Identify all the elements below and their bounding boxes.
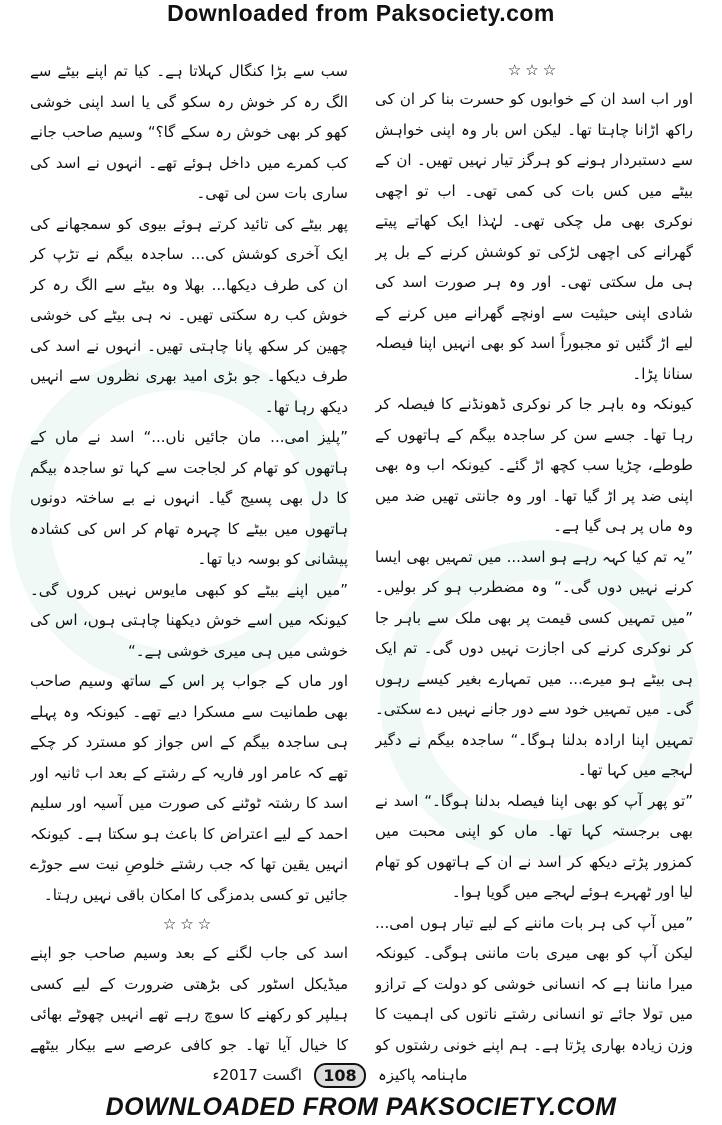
page-folio [60,1060,620,1090]
paragraph: ”تو پھر آپ کو بھی اپنا فیصلہ بدلنا ہوگا۔“ اسد نے بھی برجستہ کہا تھا۔ ماں کو اپنی محبت میں کمزور پڑتے دیکھ کر اسد نے ان کے ہاتھوں کو تھام لیا اور ٹھہرے ہوئے لہجے میں گویا ہوا۔ [375,791,693,901]
paragraph: ”میں اپنے بیٹے کو کبھی مایوس نہیں کروں گی۔ کیونکہ میں اسے خوش دیکھنا چاہتی ہوں، اس کی خوشی میں ہی میری خوشی ہے۔“ [30,580,348,660]
paragraph: پھر بیٹے کی تائید کرتے ہوئے بیوی کو سمجھانے کی ایک آخری کوشش کی... ساجدہ بیگم نے تڑپ کر ان کی طرف دیکھا... بھلا وہ بیٹے سے الگ رہ کر خوش کب رہ سکتی تھیں۔ نہ ہی بیٹے کی خوشی چھین کر سکھ پانا چاہتی تھیں۔ انہوں نے اسد کی طرف دیکھا۔ جو بڑی امید بھری نظروں سے انہیں دیکھ رہا تھا۔ [30,214,348,416]
paragraph: سب سے بڑا کنگال کہلاتا ہے۔ کیا تم اپنے بیٹے سے الگ رہ کر خوش رہ سکو گی یا اسد اپنی خوشی کھو کر بھی خوش رہ سکے گا؟“ وسیم صاحب جانے کب کمرے میں داخل ہوئے تھے۔ انہوں نے اسد کی ساری بات سن لی تھی۔ [30,62,348,202]
paragraph: ”یہ تم کیا کہہ رہے ہو اسد... میں تمہیں بھی ایسا کرنے نہیں دوں گی۔“ وہ مضطرب ہو کر بولیں۔ ”میں تمہیں کسی قیمت پر بھی ملک سے باہر جا کر نوکری کرنے کی اجازت نہیں دوں گی۔ تم ایک ہی بیٹے ہو میرے... میں تمہارے بغیر کیسے رہوں گی۔ میں تمہیں خود سے دور جانے نہیں دے سکتی۔ تمہیں اپنا ارادہ بدلنا ہوگا۔“ ساجدہ بیگم نے دگیر لہجے میں کہا تھا۔ [375,547,693,779]
paragraph: اور اب اسد ان کے خوابوں کو حسرت بنا کر ان کی راکھ اڑانا چاہتا تھا۔ لیکن اس بار وہ اپنی خواہش سے دستبردار ہونے کو ہرگز تیار نہیں تھیں۔ ان کے بیٹے میں کس بات کی کمی تھی۔ اب تو اچھی نوکری بھی مل چکی تھی۔ لہٰذا ایک کھاتے پیتے گھرانے کی اچھی لڑکی تو کوشش کرنے کے بل پر ہی مل سکتی تھی۔ اور وہ ہر صورت اسد کی شادی اپنی حیثیت سے اونچے گھرانے میں کرنے کے لیے اڑ گئیں تو مجبوراً اسد کو بھی انہیں اپنا فیصلہ سنانا پڑا۔ [375,90,693,383]
magazine-name: ماہنامہ پاکیزہ [377,1066,468,1084]
issue-date: اگست 2017ء [212,1066,302,1084]
paragraph: ”پلیز امی... مان جائیں ناں...“ اسد نے ماں کے ہاتھوں کو تھام کر لجاجت سے کہا تو ساجدہ بیگم کا دل بھی پسیج گیا۔ انہوں نے بے ساختہ دونوں ہاتھوں میں بیٹے کا چہرہ تھام کر اس کی کشادہ پیشانی کو بوسہ دیا تھا۔ [30,428,348,568]
paragraph: اور ماں کے جواب پر اس کے ساتھ وسیم صاحب بھی طمانیت سے مسکرا دیے تھے۔ کیونکہ وہ پہلے ہی ساجدہ بیگم کے اس جواز کو مسترد کر چکے تھے کہ عامر اور فاریہ کے رشتے کے بعد اب ثانیہ اور اسد کا رشتہ ٹوٹنے کی صورت میں آسیہ اور سلیم احمد کے لیے اعتراض کا باعث ہو سکتا ہے۔ کیونکہ انہیں یقین تھا کہ جب رشتے خلوصِ نیت سے جوڑے جائیں تو کسی بدمزگی کا امکان باقی نہیں رہتا۔ [30,672,348,904]
download-header: Downloaded from Paksociety.com [167,0,555,26]
page-number: 108 [314,1063,366,1088]
right-column [375,56,693,1062]
paragraph: اسد کی جاب لگنے کے بعد وسیم صاحب جو اپنے میڈیکل اسٹور کی بڑھتی ضرورت کے لیے کسی ہیلپر کو رکھنے کا سوچ رہے تھے انہیں چھوٹے بھائی کا خیال آیا تھا۔ جو کافی عرصے سے بیکار بیٹھے [30,944,348,1054]
paragraph: کیونکہ وہ باہر جا کر نوکری ڈھونڈنے کا فیصلہ کر رہا تھا۔ جسے سن کر ساجدہ بیگم کے ہاتھوں کے طوطے، چڑیا سب کچھ اڑ گئے۔ کیونکہ اب وہ بھی اپنی ضد پر اڑ گیا تھا۔ اور وہ جانتی تھیں ضد میں وہ ماں پر ہی گیا ہے۔ [375,395,693,535]
section-break-stars: ☆☆☆ [507,61,561,79]
left-column [30,56,348,1062]
paragraph: ”میں آپ کی ہر بات ماننے کے لیے تیار ہوں امی... لیکن آپ کو بھی میری بات ماننی ہوگی۔ کیونکہ میرا ماننا ہے کہ انسانی خوشی کو دولت کے ترازو میں تولا جائے تو انسانی رشتے ناتوں کی اہمیت کا وزن زیادہ بھاری پڑتا ہے۔ ہم اپنے خونی رشتوں کو [375,913,693,1054]
section-break-stars: ☆☆☆ [162,915,216,933]
download-footer: DOWNLOADED FROM PAKSOCIETY.COM [105,1093,617,1121]
